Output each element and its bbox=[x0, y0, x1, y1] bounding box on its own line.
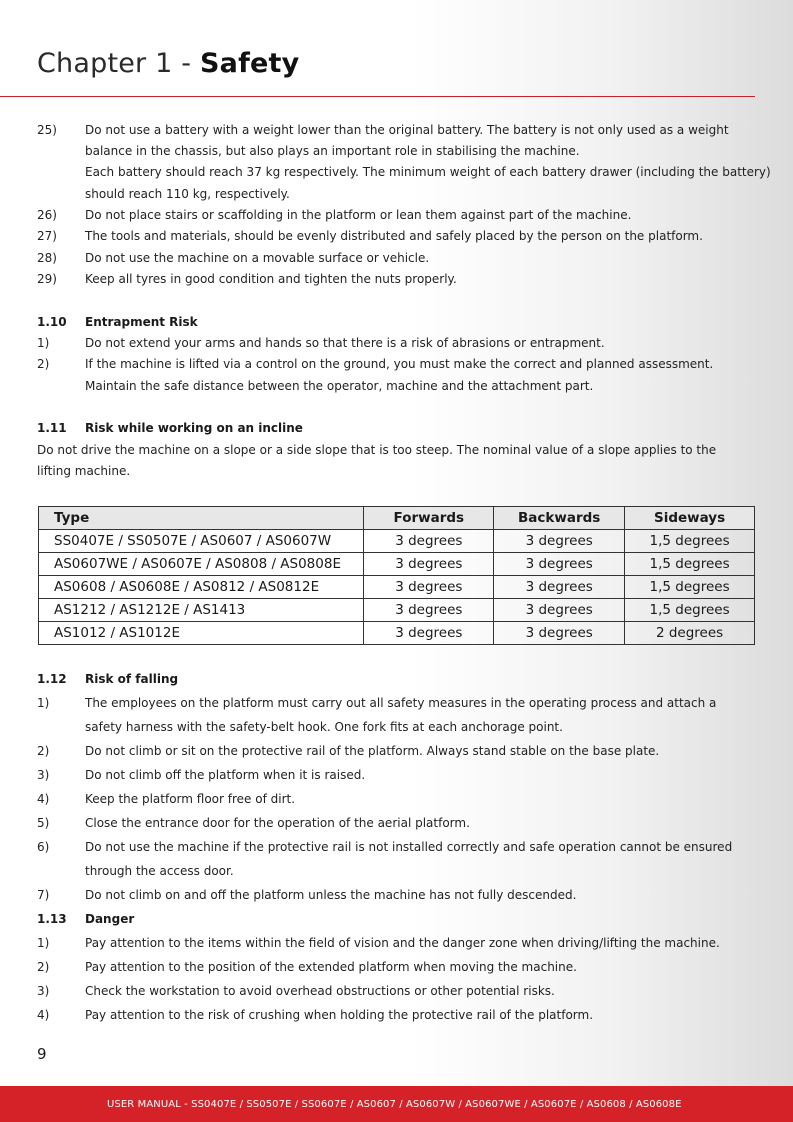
table-cell: AS1012 / AS1012E bbox=[39, 622, 364, 645]
item-number: 6) bbox=[37, 840, 50, 854]
footer-text: USER MANUAL - SS0407E / SS0507E / SS0607E / AS0607 / AS0607W / AS0607WE / AS0607E / AS0608 / AS0608E bbox=[107, 1099, 682, 1110]
table-cell: AS0607WE / AS0607E / AS0808 / AS0808E bbox=[39, 553, 364, 576]
table-cell: AS0608 / AS0608E / AS0812 / AS0812E bbox=[39, 576, 364, 599]
table-header: Forwards bbox=[364, 507, 494, 530]
title-divider bbox=[0, 96, 755, 97]
page-number: 9 bbox=[37, 1045, 47, 1063]
item-text: Pay attention to the risk of crushing when holding the protective rail of the platform. bbox=[85, 1008, 594, 1022]
item-number: 5) bbox=[37, 816, 50, 830]
item-number: 7) bbox=[37, 888, 50, 902]
item-number: 29) bbox=[37, 272, 57, 286]
table-cell: 3 degrees bbox=[494, 530, 625, 553]
item-text: Do not climb on and off the platform unless the machine has not fully descended. bbox=[85, 888, 577, 902]
table-cell: 1,5 degrees bbox=[625, 553, 755, 576]
table-cell: 3 degrees bbox=[364, 530, 494, 553]
item-number: 25) bbox=[37, 123, 57, 137]
paragraph-text: Do not drive the machine on a slope or a side slope that is too steep. The nominal value of a slope applies to the bbox=[37, 443, 717, 457]
table-cell: 1,5 degrees bbox=[625, 576, 755, 599]
table-row bbox=[39, 576, 755, 599]
item-text: The tools and materials, should be evenly distributed and safely placed by the person on the platform. bbox=[85, 229, 703, 243]
section-number: 1.11 bbox=[37, 421, 67, 435]
section-number: 1.10 bbox=[37, 315, 67, 329]
chapter-prefix: Chapter 1 - bbox=[37, 48, 201, 79]
item-text: If the machine is lifted via a control on the ground, you must make the correct and planned assessment. bbox=[85, 357, 714, 371]
item-number: 3) bbox=[37, 768, 50, 782]
item-number: 1) bbox=[37, 336, 50, 350]
item-text: Keep the platform floor free of dirt. bbox=[85, 792, 296, 806]
table-cell: 3 degrees bbox=[364, 622, 494, 645]
item-number: 1) bbox=[37, 696, 50, 710]
table-cell: 3 degrees bbox=[364, 599, 494, 622]
table-cell: 3 degrees bbox=[494, 553, 625, 576]
item-number: 2) bbox=[37, 744, 50, 758]
table-cell: 1,5 degrees bbox=[625, 530, 755, 553]
item-text: Do not use a battery with a weight lower than the original battery. The battery is not only used as a weight bbox=[85, 123, 729, 137]
table-row bbox=[39, 599, 755, 622]
table-row bbox=[39, 553, 755, 576]
item-number: 4) bbox=[37, 1008, 50, 1022]
section-title: Risk while working on an incline bbox=[85, 421, 303, 435]
item-text: should reach 110 kg, respectively. bbox=[85, 187, 290, 201]
section-number: 1.12 bbox=[37, 672, 67, 686]
table-row bbox=[39, 530, 755, 553]
item-text: Do not use the machine on a movable surface or vehicle. bbox=[85, 251, 430, 265]
table-cell: AS1212 / AS1212E / AS1413 bbox=[39, 599, 364, 622]
table-header: Backwards bbox=[494, 507, 625, 530]
table-cell: 3 degrees bbox=[364, 576, 494, 599]
table-cell: 3 degrees bbox=[494, 622, 625, 645]
item-number: 4) bbox=[37, 792, 50, 806]
section-title: Danger bbox=[85, 912, 135, 926]
table-header-row bbox=[39, 507, 755, 530]
item-number: 1) bbox=[37, 936, 50, 950]
chapter-title bbox=[37, 48, 299, 79]
item-text: Check the workstation to avoid overhead obstructions or other potential risks. bbox=[85, 984, 555, 998]
item-text: balance in the chassis, but also plays an important role in stabilising the machine. bbox=[85, 144, 580, 158]
item-number: 27) bbox=[37, 229, 57, 243]
chapter-title-bold: Safety bbox=[200, 48, 300, 79]
table-cell: 2 degrees bbox=[625, 622, 755, 645]
item-text: Keep all tyres in good condition and tighten the nuts properly. bbox=[85, 272, 457, 286]
item-number: 3) bbox=[37, 984, 50, 998]
section-number: 1.13 bbox=[37, 912, 67, 926]
item-text: Do not place stairs or scaffolding in the platform or lean them against part of the machine. bbox=[85, 208, 632, 222]
table-cell: 1,5 degrees bbox=[625, 599, 755, 622]
item-text: safety harness with the safety-belt hook. One fork fits at each anchorage point. bbox=[85, 720, 563, 734]
item-text: Pay attention to the items within the field of vision and the danger zone when driving/lifting the machine. bbox=[85, 936, 720, 950]
item-text: Maintain the safe distance between the operator, machine and the attachment part. bbox=[85, 379, 594, 393]
item-number: 26) bbox=[37, 208, 57, 222]
item-number: 2) bbox=[37, 357, 50, 371]
item-text: Pay attention to the position of the extended platform when moving the machine. bbox=[85, 960, 577, 974]
item-text: Each battery should reach 37 kg respectively. The minimum weight of each battery drawer (including the battery) bbox=[85, 165, 771, 179]
paragraph-text: lifting machine. bbox=[37, 464, 131, 478]
section-title: Entrapment Risk bbox=[85, 315, 198, 329]
footer-bar bbox=[0, 1086, 793, 1122]
table-cell: 3 degrees bbox=[494, 599, 625, 622]
table-header: Type bbox=[39, 507, 364, 530]
item-text: Close the entrance door for the operation of the aerial platform. bbox=[85, 816, 470, 830]
item-number: 2) bbox=[37, 960, 50, 974]
item-text: The employees on the platform must carry out all safety measures in the operating process and attach a bbox=[85, 696, 717, 710]
table-cell: 3 degrees bbox=[364, 553, 494, 576]
item-text: Do not climb or sit on the protective rail of the platform. Always stand stable on the base plate. bbox=[85, 744, 660, 758]
item-number: 28) bbox=[37, 251, 57, 265]
table-row bbox=[39, 622, 755, 645]
item-text: Do not extend your arms and hands so that there is a risk of abrasions or entrapment. bbox=[85, 336, 605, 350]
slope-table bbox=[38, 506, 755, 645]
table-cell: 3 degrees bbox=[494, 576, 625, 599]
item-text: Do not climb off the platform when it is raised. bbox=[85, 768, 366, 782]
item-text: Do not use the machine if the protective rail is not installed correctly and safe operation cannot be ensured bbox=[85, 840, 733, 854]
table-header: Sideways bbox=[625, 507, 755, 530]
table-cell: SS0407E / SS0507E / AS0607 / AS0607W bbox=[39, 530, 364, 553]
section-title: Risk of falling bbox=[85, 672, 179, 686]
item-text: through the access door. bbox=[85, 864, 234, 878]
